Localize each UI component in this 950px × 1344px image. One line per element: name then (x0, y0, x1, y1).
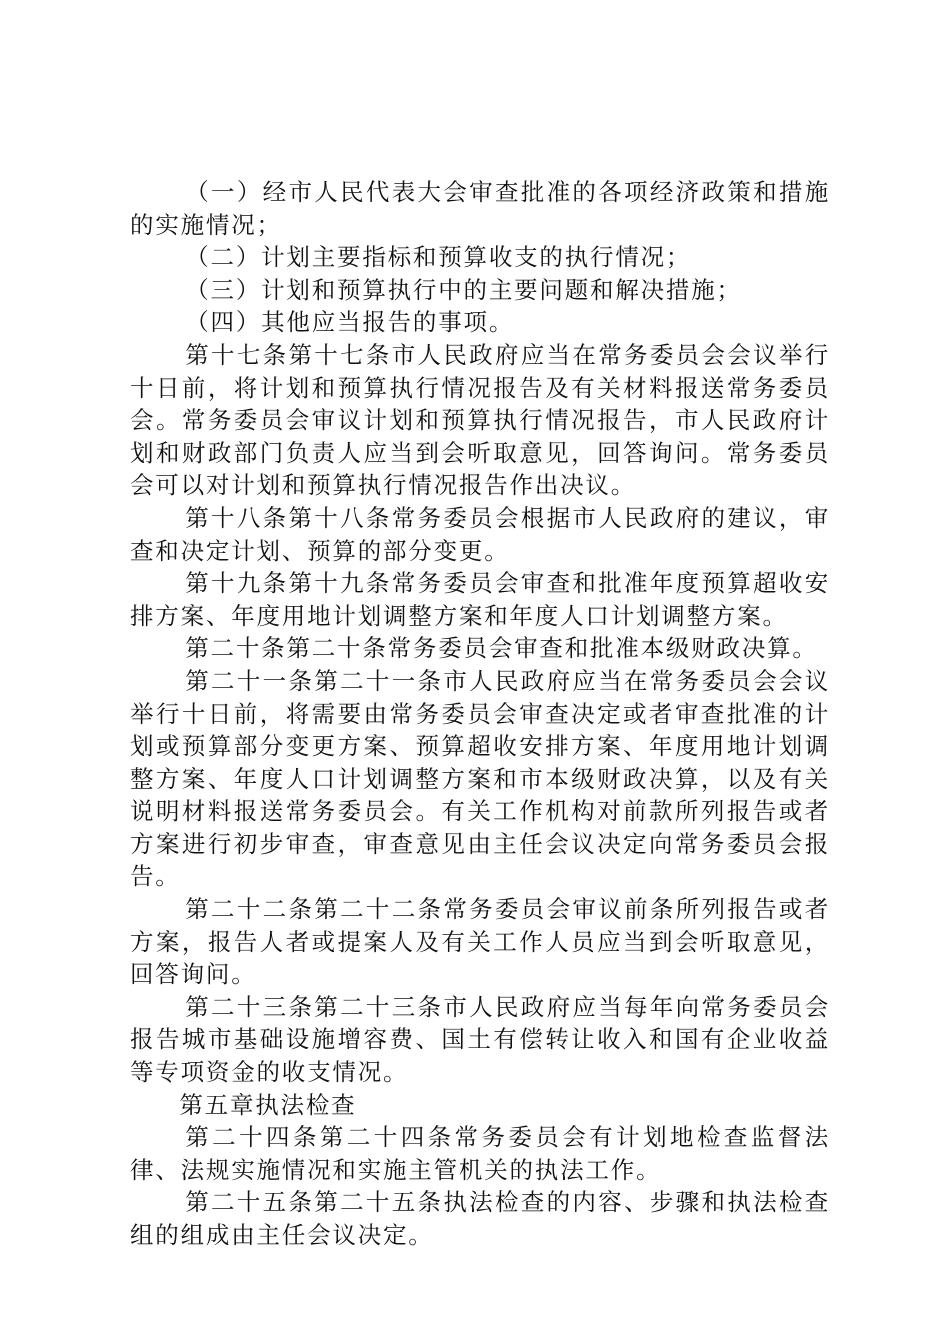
article-18: 第十八条第十八条常务委员会根据市人民政府的建议，审查和决定计划、预算的部分变更。 (130, 503, 830, 565)
article-25: 第二十五条第二十五条执法检查的内容、步骤和执法检查组的组成由主任会议决定。 (130, 1188, 830, 1249)
article-23: 第二十三条第二十三条市人民政府应当每年向常务委员会报告城市基础设施增容费、国土有偿转让收入和国有企业收益等专项资金的收支情况。 (130, 992, 830, 1087)
article-17: 第十七条第十七条市人民政府应当在常务委员会会议举行十日前，将计划和预算执行情况报告及有关材料报送常务委员会。常务委员会审议计划和预算执行情况报告，市人民政府计划和财政部门负责人应当到会听取意见，回答询问。常务委员会可以对计划和预算执行情况报告作出决议。 (130, 340, 830, 500)
article-21: 第二十一条第二十一条市人民政府应当在常务委员会会议举行十日前，将需要由常务委员会审查决定或者审查批准的计划或预算部分变更方案、预算超收安排方案、年度用地计划调整方案、年度人口计划调整方案和市本级财政决算，以及有关说明材料报送常务委员会。有关工作机构对前款所列报告或者方案进行初步审查，审查意见由主任会议决定向常务委员会报告。 (130, 666, 830, 891)
paragraph-item-1: （一）经市人民代表大会审查批准的各项经济政策和措施的实施情况； (130, 178, 830, 239)
paragraph-item-4: （四）其他应当报告的事项。 (185, 308, 515, 337)
paragraph-item-3: （三）计划和预算执行中的主要问题和解决措施； (185, 275, 742, 304)
paragraph-item-2: （二）计划主要指标和预算收支的执行情况； (185, 243, 692, 272)
article-20: 第二十条第二十条常务委员会审查和批准本级财政决算。 (185, 634, 818, 663)
article-24: 第二十四条第二十四条常务委员会有计划地检查监督法律、法规实施情况和实施主管机关的执法工作。 (130, 1123, 830, 1184)
document-page (130, 176, 830, 1252)
article-19: 第十九条第十九条常务委员会审查和批准年度预算超收安排方案、年度用地计划调整方案和年度人口计划调整方案。 (130, 569, 830, 630)
chapter-heading: 第五章执法检查 (179, 1090, 357, 1119)
article-22: 第二十二条第二十二条常务委员会审议前条所列报告或者方案，报告人者或提案人及有关工作人员应当到会听取意见，回答询问。 (130, 895, 830, 989)
